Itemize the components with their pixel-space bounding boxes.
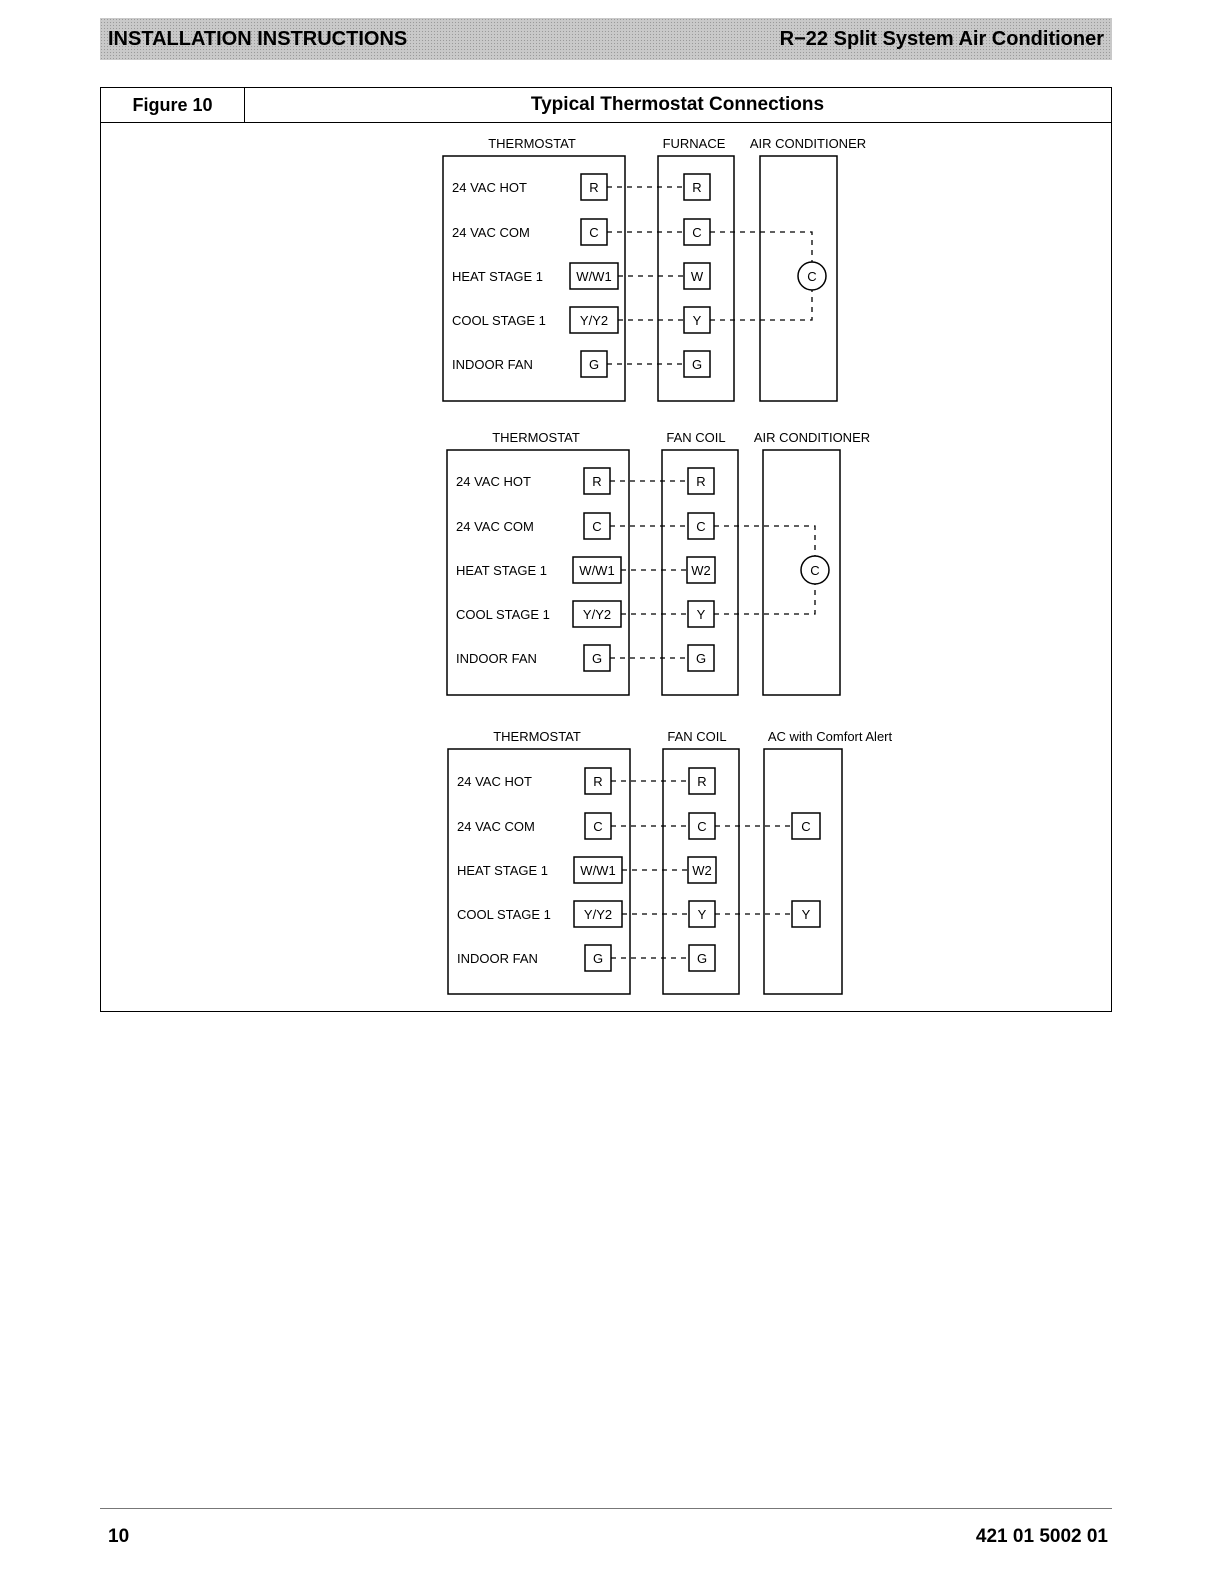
wiring-diagram-3 bbox=[448, 729, 893, 994]
indoor-terminal-label: W bbox=[690, 269, 704, 284]
thermostat-terminal-label: C bbox=[589, 225, 599, 240]
coil-terminal-label: C bbox=[807, 269, 817, 284]
thermostat-terminal-label: W/W1 bbox=[576, 269, 612, 284]
terminal-description: INDOOR FAN bbox=[457, 951, 538, 966]
outdoor-wire bbox=[710, 232, 812, 262]
outdoor-unit-heading: AIR CONDITIONER bbox=[749, 136, 867, 151]
thermostat-terminal-label: R bbox=[592, 474, 602, 489]
thermostat-terminal-label: Y/Y2 bbox=[583, 907, 613, 922]
thermostat-terminal-label: G bbox=[591, 651, 603, 666]
header-product: R−22 Split System Air Conditioner bbox=[779, 28, 1104, 50]
indoor-terminal-label: C bbox=[696, 519, 706, 534]
outdoor-wire bbox=[714, 584, 815, 614]
wiring-diagram-2 bbox=[447, 430, 870, 695]
thermostat-terminal-label: W/W1 bbox=[580, 863, 616, 878]
thermostat-terminal-label: G bbox=[588, 357, 600, 372]
indoor-terminal-label: Y bbox=[692, 313, 702, 328]
indoor-unit-heading: FURNACE bbox=[662, 136, 726, 151]
thermostat-heading: THERMOSTAT bbox=[492, 430, 580, 445]
indoor-unit-heading: FAN COIL bbox=[667, 729, 727, 744]
header-title: INSTALLATION INSTRUCTIONS bbox=[108, 28, 408, 50]
indoor-terminal-label: Y bbox=[697, 907, 707, 922]
terminal-description: 24 VAC HOT bbox=[457, 774, 532, 789]
terminal-description: COOL STAGE 1 bbox=[456, 607, 550, 622]
thermostat-heading: THERMOSTAT bbox=[493, 729, 581, 744]
thermostat-terminal-label: Y/Y2 bbox=[582, 607, 612, 622]
outdoor-terminal-label: C bbox=[801, 819, 811, 834]
terminal-description: 24 VAC COM bbox=[457, 819, 535, 834]
outdoor-wire bbox=[710, 290, 812, 320]
figure-number: Figure 10 bbox=[101, 88, 245, 122]
indoor-terminal-label: G bbox=[695, 651, 707, 666]
indoor-terminal-label: Y bbox=[696, 607, 706, 622]
thermostat-terminal-label: C bbox=[593, 819, 603, 834]
terminal-description: COOL STAGE 1 bbox=[452, 313, 546, 328]
indoor-terminal-label: G bbox=[691, 357, 703, 372]
thermostat-terminal-label: Y/Y2 bbox=[579, 313, 609, 328]
terminal-description: HEAT STAGE 1 bbox=[456, 563, 548, 578]
outdoor-terminal-label: Y bbox=[801, 907, 811, 922]
terminal-description: 24 VAC HOT bbox=[452, 180, 527, 195]
terminal-description: 24 VAC HOT bbox=[456, 474, 531, 489]
coil-terminal-label: C bbox=[810, 563, 820, 578]
terminal-description: 24 VAC COM bbox=[452, 225, 530, 240]
indoor-terminal-label: R bbox=[692, 180, 702, 195]
indoor-terminal-label: R bbox=[697, 774, 707, 789]
footer-rule bbox=[100, 1508, 1112, 1509]
thermostat-terminal-label: R bbox=[593, 774, 603, 789]
thermostat-terminal-label: C bbox=[592, 519, 602, 534]
terminal-description: INDOOR FAN bbox=[456, 651, 537, 666]
indoor-terminal-label: W2 bbox=[692, 863, 712, 878]
outdoor-unit-heading: AIR CONDITIONER bbox=[753, 430, 871, 445]
terminal-description: HEAT STAGE 1 bbox=[457, 863, 549, 878]
indoor-terminal-label: G bbox=[696, 951, 708, 966]
wiring-diagram-1 bbox=[443, 136, 866, 401]
terminal-description: 24 VAC COM bbox=[456, 519, 534, 534]
outdoor-unit-heading: AC with Comfort Alert bbox=[767, 729, 893, 744]
thermostat-terminal-label: G bbox=[592, 951, 604, 966]
indoor-unit-heading: FAN COIL bbox=[666, 430, 726, 445]
thermostat-terminal-label: W/W1 bbox=[579, 563, 615, 578]
indoor-terminal-label: W2 bbox=[691, 563, 711, 578]
terminal-description: INDOOR FAN bbox=[452, 357, 533, 372]
indoor-terminal-label: R bbox=[696, 474, 706, 489]
thermostat-heading: THERMOSTAT bbox=[488, 136, 576, 151]
indoor-terminal-label: C bbox=[692, 225, 702, 240]
document-number: 421 01 5002 01 bbox=[975, 1526, 1108, 1547]
thermostat-terminal-label: R bbox=[589, 180, 599, 195]
indoor-terminal-label: C bbox=[697, 819, 707, 834]
figure-title: Typical Thermostat Connections bbox=[530, 94, 825, 115]
outdoor-unit-box bbox=[764, 749, 842, 994]
terminal-description: HEAT STAGE 1 bbox=[452, 269, 544, 284]
outdoor-wire bbox=[714, 526, 815, 556]
terminal-description: COOL STAGE 1 bbox=[457, 907, 551, 922]
page-number: 10 bbox=[108, 1526, 130, 1547]
